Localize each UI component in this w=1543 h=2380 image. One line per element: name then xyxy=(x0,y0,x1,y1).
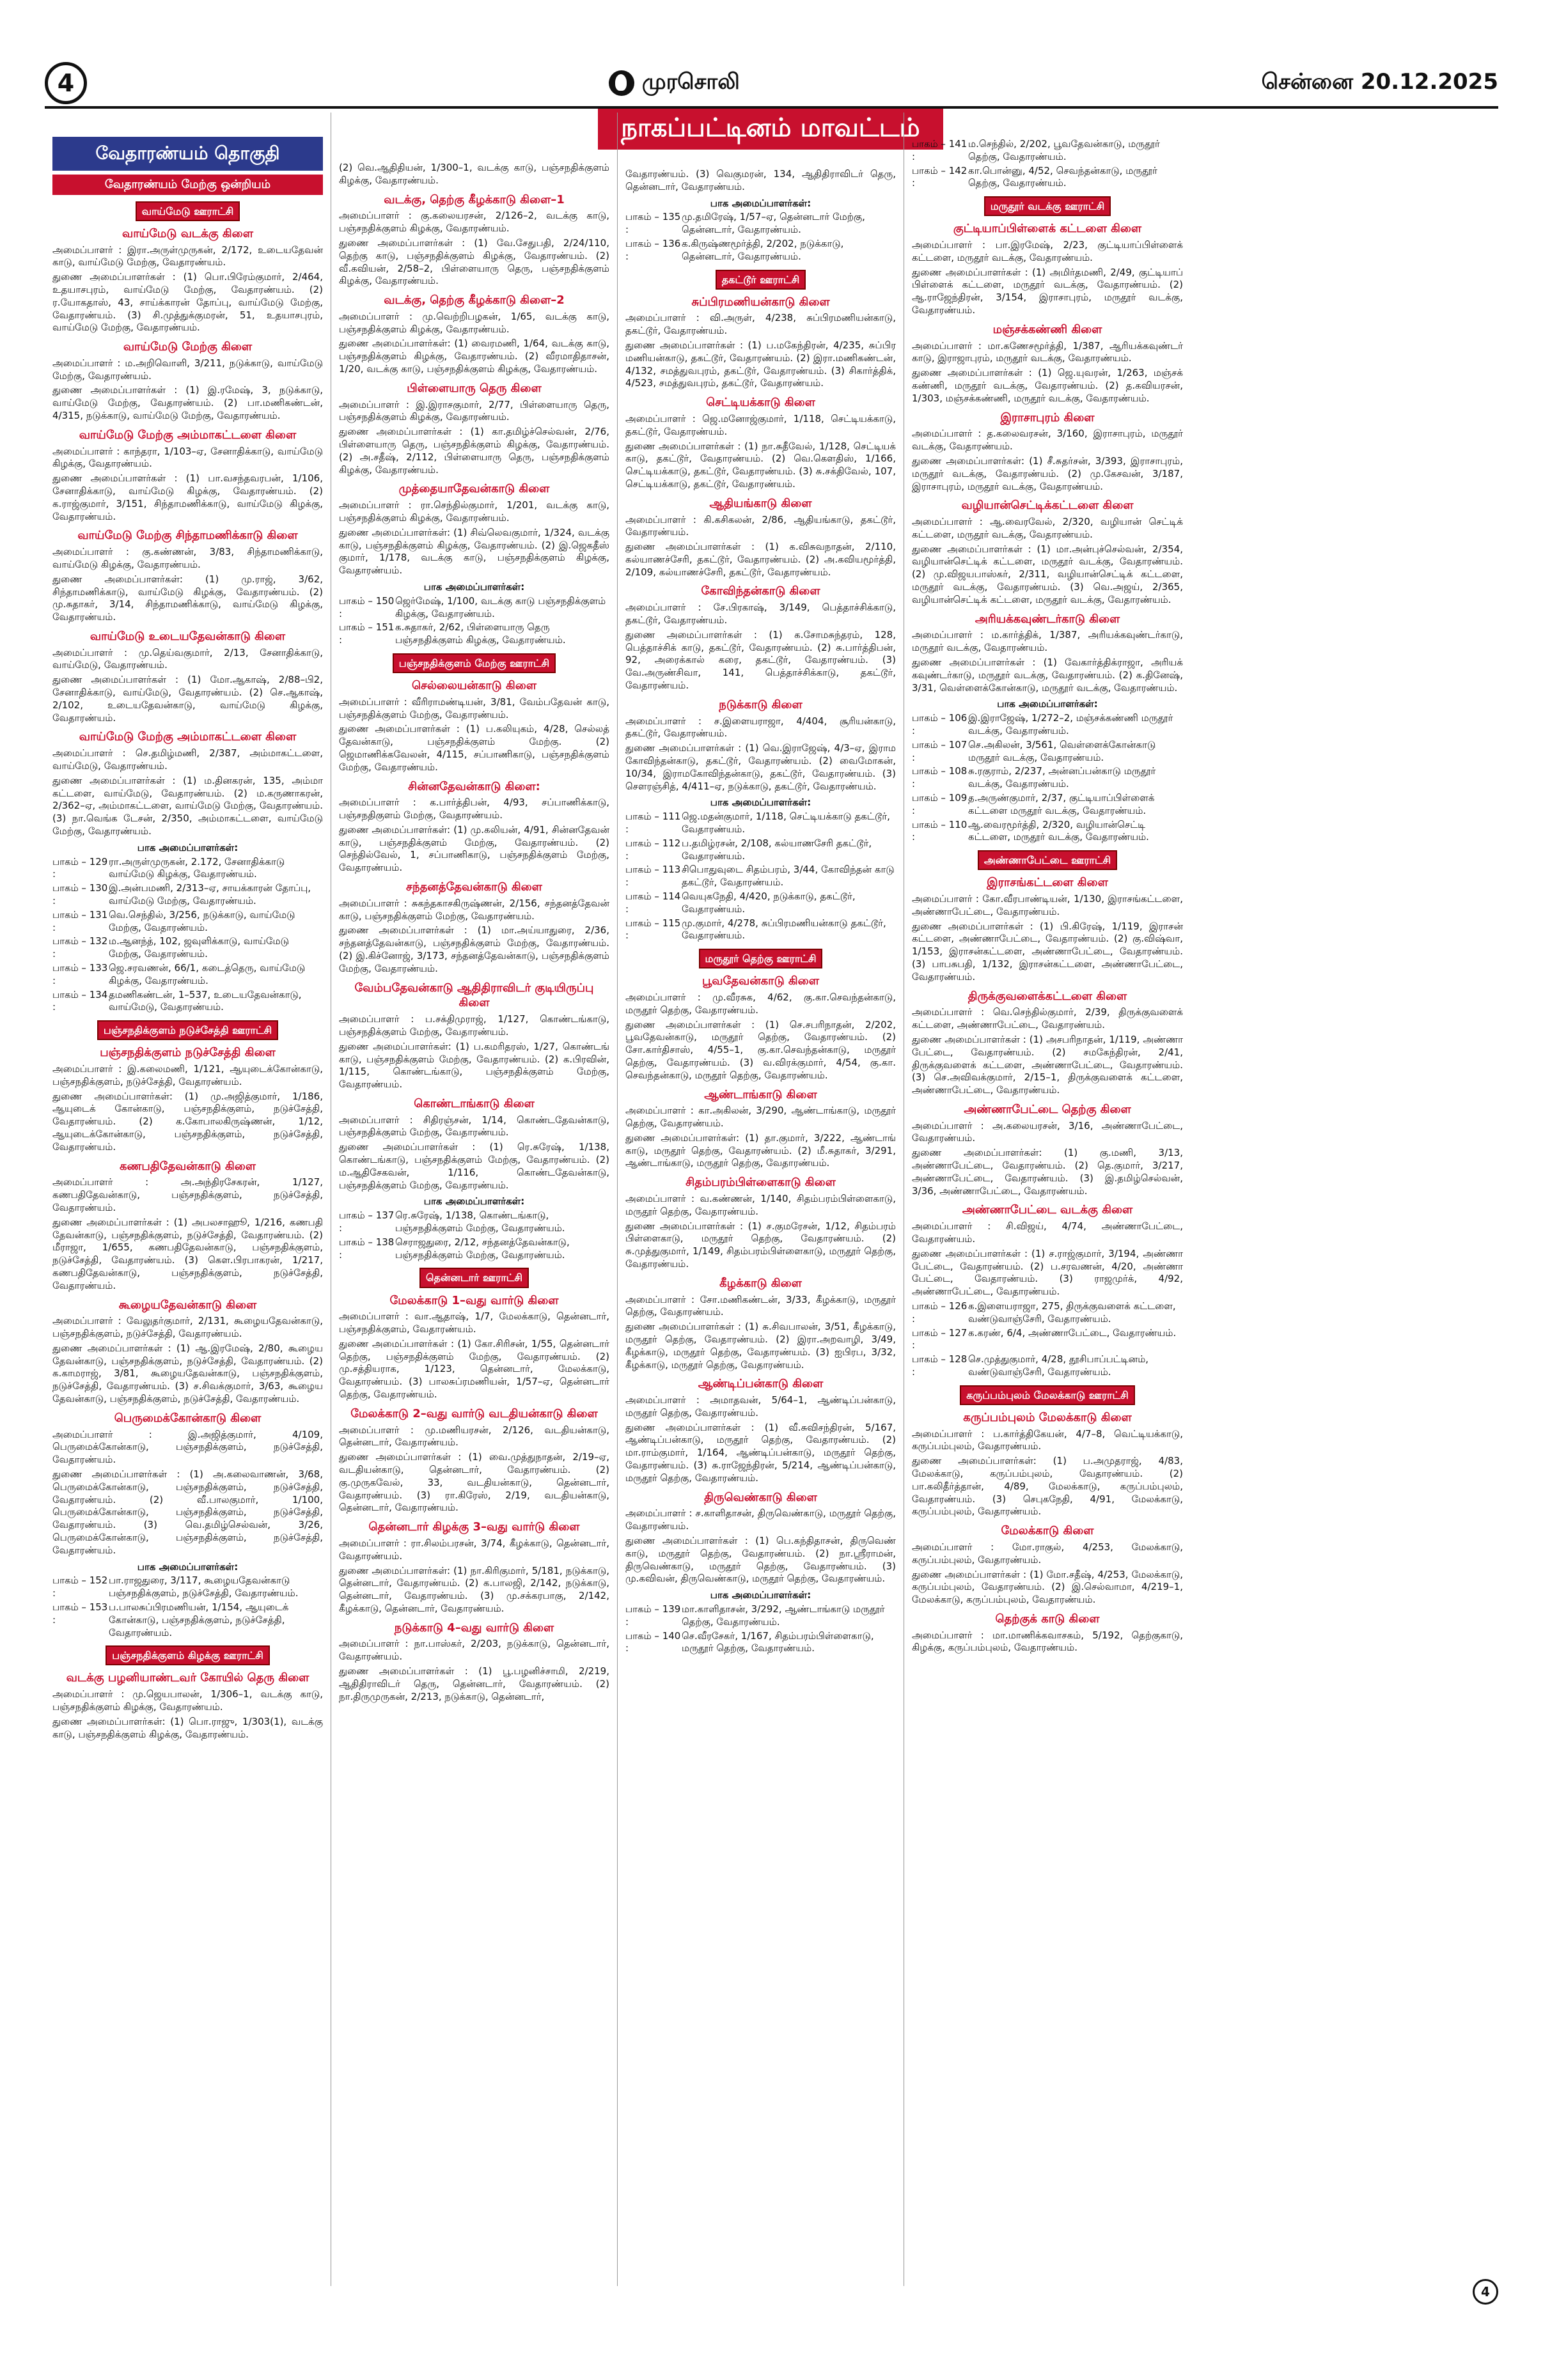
deputy-organisers-entry: துணை அமைப்பாளர்கள் : (1) மா.அய்யாதுரை, 2/36, சந்தனத்தேவன்காடு, பஞ்சநதிக்குளம் மேற்கு, வேதாரண்யம். (2) இ.கிச்னோஜ், 3/173, சந்தனத்தேவன்காடு, பஞ்சநதிக்குளம் மேற்கு, வேதாரண்யம். xyxy=(339,924,609,974)
organiser-entry: அமைப்பாளர் : க.பார்த்திபன், 4/93, சப்பாணிக்காடு, பஞ்சநதிகுளம் மேற்கு, வேதாரண்யம். xyxy=(339,797,609,821)
booth-row xyxy=(912,792,1183,818)
panchayat-heading: மருதூர் தெற்கு ஊராட்சி xyxy=(699,949,823,968)
booth-organiser: பா.ராஜதுரை, 3/117, கூழையதேவன்காடு பஞ்சநதிக்குளம், நடுச்சேத்தி, வேதாரண்யம். xyxy=(109,1575,299,1599)
booth-row xyxy=(625,891,896,916)
deputy-organisers-entry: துணை அமைப்பாளர்கள் : (1) கோ.சிரிசன், 1/55, தென்னடார் தெற்கு, பஞ்சநதிக்குளம் மேற்கு, வேதாரண்யம். (2) மு.சத்தியராக, 1/123, தென்னடார், மேலக்காடு, வேதாரண்யம். (3) பாலசுப்ரமணியன், 1/57–ஏ, தென்னடார் தெற்கு, வேதாரண்யம். xyxy=(339,1337,609,1401)
organiser-entry: அமைப்பாளர் : மா.மாணிக்கவாசகம், 5/192, தெற்குகாடு, கிழக்கு, கருப்பம்புலம், வேதாரண்யம். xyxy=(912,1629,1183,1654)
panchayat-heading: மருதூர் வடக்கு ஊராட்சி xyxy=(984,196,1111,216)
column-4 xyxy=(904,113,1191,2286)
deputy-organisers-entry: துணை அமைப்பாளர்கள் : (1) க.விசுவநாதன், 2/110, கல்யாணச்சேரி, தகட்டூர், வேதாரண்யம். (2) அ.கவியமூர்த்தி, 2/109, கல்யாணச்சேரி, தகட்டூர், வேதாரண்யம். xyxy=(625,541,896,578)
district-banner: நாகப்பட்டினம் மாவட்டம் xyxy=(598,109,943,150)
booth-code: பாகம் – 141 : xyxy=(912,138,967,162)
branch-heading: இராசாபுரம் கிளை xyxy=(1000,410,1095,424)
organiser-entry: அமைப்பாளர் : சி.விஜய், 4/74, அண்ணாபேட்டை, வேதாரண்யம். xyxy=(912,1220,1183,1245)
deputy-organisers-entry: துணை அமைப்பாளர்கள் : (1) பூ.பழனிச்சாமி, 2/219, ஆதிதிராவிடர் தெரு, தென்னடார், வேதாரண்யம். (2) நா.திருமுருகன், 2/213, நடுக்காடு, தென்னடார், xyxy=(339,1665,609,1702)
booth-organiser: கா.பொன்னு, 4/52, செவந்தன்காடு, மருதூர் தெற்கு, வேதாரண்யம். xyxy=(968,164,1157,189)
branch-heading: அண்ணாபேட்டை தெற்கு கிளை xyxy=(964,1102,1131,1116)
deputy-organisers-entry: துணை அமைப்பாளர்கள்: (1) கு.மணி, 3/13, அண்ணாபேட்டை, வேதாரண்யம். (2) தெ.குமார், 3/217, அண்ணாபேட்டை, வேதாரண்யம். (3) இ.தமிழ்செல்வன், 3/36, அண்ணாபேட்டை, வேதாரண்யம். xyxy=(912,1147,1183,1197)
organiser-entry: அமைப்பாளர் : வி.அருள், 4/238, சுப்பிரமணியன்காடு, தகட்டூர், வேதாரண்யம். xyxy=(625,312,896,337)
branch-heading: மேலக்காடு 1–வது வார்டு கிளை xyxy=(389,1293,559,1307)
deputy-organisers-entry: துணை அமைப்பாளர்கள் : (1) அபலசாஹூ, 1/216, கணபதி தேவன்காடு, பஞ்சநதிக்குளம், நடுச்சேத்தி, வேதாரண்யம். (2) மீராஜா, 1/655, கணபதிதேவன்காடு, பஞ்சநதிக்குளம், நடுச்சேத்தி, வேதாரண்யம். (3) கௌ.பிரபாகரன், 1/217, கணபதிதேவன்காடு, பஞ்சநதிக்குளம், நடுச்சேத்தி, வேதாரண்யம். xyxy=(52,1216,323,1291)
booth-code: பாகம் – 112 : xyxy=(625,837,681,862)
booth-row xyxy=(52,909,323,935)
branch-heading: பிள்ளையாரு தெரு கிளை xyxy=(407,381,542,395)
deputy-organisers-entry: துணை அமைப்பாளர்கள்: (1) ப.கமரிதரஸ், 1/27, கொண்டங் காடு, பஞ்சநதிக்குளம் மேற்கு, வேதாரண்யம். (2) க.பிரவின், 1/115, கொண்டங்காடு, பஞ்சநதிக்குளம் மேற்கு, வேதாரண்யம். xyxy=(339,1040,609,1091)
booth-row xyxy=(52,962,323,988)
branch-heading: வாய்மேடு மேற்கு கிளை xyxy=(123,340,253,354)
booth-code: பாகம் – 150 : xyxy=(339,595,395,619)
booth-row xyxy=(625,1630,896,1656)
continued-entry: வேதாரண்யம். (3) வெகுமரன், 134, ஆதிதிராவிடர் தெரு, தென்னடார், வேதாரண்யம். xyxy=(625,168,896,192)
organiser-entry: அமைப்பாளர் : கோ.வீரபாண்டியன், 1/130, இராசங்கட்டளை, அண்ணாபேட்டை, வேதாரண்யம். xyxy=(912,892,1183,917)
branch-heading: சின்னதேவன்காடு கிளை: xyxy=(408,779,540,793)
organiser-entry: அமைப்பாளர் : இ.இராசகுமார், 2/77, பிள்ளையாரு தெரு, பஞ்சநதிக்குளம் கிழக்கு, வேதாரண்யம். xyxy=(339,398,609,423)
organiser-entry: அமைப்பாளர் : மு.ஜெயபாலன், 1/306–1, வடக்கு காடு, பஞ்சநதிக்குளம் கிழக்கு, வேதாரண்யம். xyxy=(52,1688,323,1713)
deputy-organisers-entry: துணை அமைப்பாளர்கள் : (1) பொ.பிரேம்குமார், 2/464, உதயாசபுரம், வாய்மேடு மேற்கு, வேதாரண்யம். (2) ர.யோகதாஸ், 43, சாய்க்காரன் தோப்பு, வாய்மேடு மேற்கு, வேதாரண்யம். (3) சி.முத்துக்குமரன், 51, உதயாசபுரம், வாய்மேடு மேற்கு, வேதாரண்யம். xyxy=(52,271,323,334)
deputy-organisers-entry: துணை அமைப்பாளர்கள்: (1) வைரமணி, 1/64, வடக்கு காடு, பஞ்சநதிக்குளம் கிழக்கு, வேதாரண்யம். (2) வீரமாதிதாசன், 1/20, வடக்கு காடு, பஞ்சநதிக்குளம் கிழக்கு, வேதாரண்யம். xyxy=(339,338,609,375)
organiser-entry: அமைப்பாளர் : ப.கார்த்திகேயன், 4/7–8, வெட்டியக்காடு, கருப்பம்புலம், வேதாரண்யம். xyxy=(912,1427,1183,1452)
booth-row xyxy=(339,1209,609,1235)
booth-code: பாகம் – 108 : xyxy=(912,765,967,790)
booth-code: பாகம் – 140 : xyxy=(625,1629,681,1654)
booth-code: பாகம் – 151 : xyxy=(339,621,395,646)
booth-code: பாகம் – 134 : xyxy=(52,988,108,1013)
booth-row xyxy=(912,712,1183,738)
branch-heading: வாய்மேடு மேற்கு அம்மாகட்டளை கிளை xyxy=(79,428,297,442)
branch-heading: பெருமைக்கோன்காடு கிளை xyxy=(114,1411,262,1425)
booth-row xyxy=(52,882,323,908)
booth-organiser: செ.முத்துகுமார், 4/28, தூசிபாப்பட்டினம், வண்டுவாஞ்சேரி, வேதாரண்யம். xyxy=(968,1353,1149,1378)
column-1 xyxy=(45,113,331,2286)
branch-heading: ஆண்டிப்பன்காடு கிளை xyxy=(698,1377,824,1391)
dateline: சென்னை 20.12.2025 xyxy=(1261,69,1498,95)
booth-code: பாகம் – 111 : xyxy=(625,811,681,835)
booth-organisers-heading: பாக அமைப்பாளர்கள்: xyxy=(997,698,1098,710)
deputy-organisers-entry: துணை அமைப்பாளர்கள் : (1) வெ.இராஜேஷ், 4/3–ஏ, இராம கோவிந்தன்காடு, தகட்டூர், வேதாரண்யம். (2) வைமோகன், 10/34, இராமகோவிந்தன்காடு, தகட்டூர், வேதாரண்யம். (3) சௌரஞ்சித், 4/411–ஏ, நடுக்காடு, தகட்டூர், வேதாரண்யம். xyxy=(625,742,896,792)
booth-row xyxy=(912,138,1183,164)
deputy-organisers-entry: துணை அமைப்பாளர்கள்: (1) சிவ்லெவகுமார், 1/324, வடக்கு காடு, பஞ்சநதிக்குளம் கிழக்கு, வேதாரண்யம். (2) இ.ஜெகதீஸ் குமார், 1/178, வடக்கு காடு, பஞ்சநதிக்குளம் கிழக்கு, வேதாரண்யம். xyxy=(339,526,609,577)
booth-row xyxy=(625,837,896,863)
organiser-entry: அமைப்பாளர் : ஜெ.மனோஜ்குமார், 1/118, செட்டியக்காடு, தகட்டூர், வேதாரண்யம். xyxy=(625,412,896,437)
booth-organiser: இ.இராஜேஷ், 1/272–2, மஞ்சக்கண்ணி மருதூர் வடக்கு, வேதாரண்யம். xyxy=(968,712,1173,736)
branch-heading: செட்டியக்காடு கிளை xyxy=(706,396,815,410)
booth-organiser: மா.காளிதாசன், 3/292, ஆண்டாங்காடு மருதூர் தெற்கு, வேதாரண்யம். xyxy=(682,1603,885,1628)
branch-heading: கூழையதேவன்காடு கிளை xyxy=(118,1298,257,1312)
booth-code: பாகம் – 128 : xyxy=(912,1353,967,1378)
organiser-entry: அமைப்பாளர் : ம.கார்த்திக், 1/387, அரியக்கவுண்டர்காடு, மருதூர் வடக்கு, வேதாரண்யம். xyxy=(912,629,1183,654)
booth-organiser: க.இளையராஜா, 275, திருக்குவளைக் கட்டளை, வண்டுவாஞ்சேரி, வேதாரண்யம். xyxy=(968,1300,1176,1325)
branch-heading: கொண்டாங்காடு கிளை xyxy=(414,1096,535,1110)
page-number-badge: 4 xyxy=(45,62,87,104)
branch-heading: திருவெண்காடு கிளை xyxy=(704,1490,817,1504)
deputy-organisers-entry: துணை அமைப்பாளர்கள் : (1) அமிர்தமணி, 2/49, குட்டியாப் பிள்ளைக் கட்டளை, மருதூர் வடக்கு, வேதாரண்யம். (2) ஆ.ராஜேந்திரன், 3/154, இராசாபுரம், மருதூர் வடக்கு, வேதாரண்யம். xyxy=(912,266,1183,316)
booth-code: பாகம் – 110 : xyxy=(912,818,967,843)
booth-code: பாகம் – 142 : xyxy=(912,164,967,189)
booth-code: பாகம் – 113 : xyxy=(625,864,681,889)
booth-row xyxy=(52,989,323,1015)
deputy-organisers-entry: துணை அமைப்பாளர்கள்: (1) மு.ராஜ், 3/62, சிந்தாமணிக்காடு, வாய்மேடு கிழக்கு, வேதாரண்யம். (2) மு.சுதாகர், 3/14, சிந்தாமணிக்காடு, வாய்மேடு கிழக்கு, வேதாரண்யம். xyxy=(52,573,323,623)
branch-heading: இராசங்கட்டளை கிளை xyxy=(987,876,1108,890)
booth-code: பாகம் – 137 : xyxy=(339,1209,395,1234)
booth-organiser: வெயுகநேதி, 4/420, நடுக்காடு, தகட்டூர், வேதாரண்யம். xyxy=(682,890,856,915)
booth-code: பாகம் – 114 : xyxy=(625,890,681,915)
deputy-organisers-entry: துணை அமைப்பாளர்கள் : (1) நா.சுதீவேல், 1/128, செட்டியக் காடு, தகட்டூர், வேதாரண்யம். (2) வெ.கௌதிஸ், 1/166, செட்டியக்காடு, தகட்டூர், வேதாரண்யம். (3) சு.சக்திவேல், 107, செட்டியக்காடு, தகட்டூர், வேதாரண்யம். xyxy=(625,440,896,490)
booth-code: பாகம் – 152 : xyxy=(52,1575,108,1599)
booth-organiser: மு.தமிரேஷ், 1/57–ஏ, தென்னடார் மேற்கு, தென்னடார், வேதாரண்யம். xyxy=(682,211,865,236)
booth-row xyxy=(52,856,323,882)
booth-organiser: சிபொதுவுடை சிதம்பரம், 3/44, கோவிந்தன் காடு தகட்டூர், வேதாரண்யம். xyxy=(682,864,895,889)
branch-heading: கணபதிதேவன்காடு கிளை xyxy=(119,1159,256,1173)
organiser-entry: அமைப்பாளர் : ச.காளிதாசன், திருவெண்காடு, மருதூர் தெற்கு, வேதாரண்யம். xyxy=(625,1507,896,1532)
organiser-entry: அமைப்பாளர் : த.கலைவரசன், 3/160, இராசாபுரம், மருதூர் வடக்கு, வேதாரண்யம். xyxy=(912,428,1183,453)
booth-row xyxy=(912,739,1183,765)
organiser-entry: அமைப்பாளர் : மா.கணேசமூர்த்தி, 1/387, ஆரியக்கவுண்டர் காடு, இராஜாபுரம், மருதூர் வடக்கு, வேதாரண்யம். xyxy=(912,339,1183,364)
branch-heading: வாய்மேடு மேற்கு சிந்தாமணிக்காடு கிளை xyxy=(77,529,298,543)
branch-heading: அரியக்கவுண்டர்காடு கிளை xyxy=(975,612,1120,626)
booth-organisers-heading: பாக அமைப்பாளர்கள்: xyxy=(137,1560,239,1573)
organiser-entry: அமைப்பாளர் : ப.சக்திமுராஜ், 1/127, கொண்டங்காடு, பஞ்சநதிக்குளம் மேற்கு, வேதாரண்யம். xyxy=(339,1013,609,1038)
branch-heading: ஆதியங்காடு கிளை xyxy=(709,496,812,510)
booth-code: பாகம் – 153 : xyxy=(52,1601,108,1626)
booth-code: பாகம் – 133 : xyxy=(52,961,108,986)
booth-row xyxy=(52,935,323,961)
organiser-entry: அமைப்பாளர் : நா.பாஸ்கர், 2/203, நடுக்காடு, தென்னடார், வேதாரண்யம். xyxy=(339,1638,609,1663)
booth-organisers-heading: பாக அமைப்பாளர்கள்: xyxy=(423,580,525,593)
booth-organiser: த.அருண்குமார், 2/37, குட்டியாப்பிள்ளைக் கட்டளை மருதூர் வடக்கு, வேதாரண்யம். xyxy=(968,791,1155,816)
booth-row xyxy=(339,621,609,647)
booth-code: பாகம் – 106 : xyxy=(912,712,967,736)
organiser-entry: அமைப்பாளர் : மு.தெய்வகுமார், 2/13, சேனாதிக்காடு, வாய்மேடு, வேதாரண்யம். xyxy=(52,646,323,671)
deputy-organisers-entry: துணை அமைப்பாளர்கள் : (1) வை.முத்துநாதன், 2/19–ஏ, வடதியன்காடு, தென்னடார், வேதாரண்யம். (2) கு.முருகவேல், 33, வடதியன்காடு, தென்னடார், வேதாரண்யம். (3) ரா.கிரேஸ், 2/19, வடதியன்காடு, தென்னடார், வேதாரண்யம். xyxy=(339,1451,609,1514)
booth-code: பாகம் – 135 : xyxy=(625,211,681,236)
booth-list xyxy=(52,856,323,1015)
organiser-entry: அமைப்பாளர் : இரா.அருள்முருகன், 2/172, உடையதேவன் காடு, வாய்மேடு மேற்கு, வேதாரண்யம். xyxy=(52,244,323,268)
booth-row xyxy=(52,1575,323,1600)
branch-heading: சுப்பிரமணியன்காடு கிளை xyxy=(691,295,830,309)
deputy-organisers-entry: துணை அமைப்பாளர்கள் : (1) கா.தமிழ்ச்செல்வன், 2/76, பிள்ளையாரு தெரு, பஞ்சநதிக்குளம் கிழக்கு, வேதாரண்யம். (2) அ.சதீஷ், 2/112, பிள்ளையாரு தெரு, பஞ்சநதிக்குளம் கிழக்கு, வேதாரண்யம். xyxy=(339,426,609,476)
branch-heading: கோவிந்தன்காடு கிளை xyxy=(701,584,820,598)
booth-organiser: வெ.செந்தில், 3/256, நடுக்காடு, வாய்மேடு மேற்கு, வேதாரண்யம். xyxy=(109,908,295,933)
panchayat-heading: அண்ணாபேட்டை ஊராட்சி xyxy=(978,850,1117,870)
deputy-organisers-entry: துணை அமைப்பாளர்கள் : (1) செ.சபரிநாதன், 2/202, பூவதேவன்காடு, மருதூர் தெற்கு, வேதாரண்யம். (2) சோ.கார்திசாஸ், 4/55–1, கு.கா.செவந்தன்காடு, மருதூர் தெற்கு, வேதாரண்யம். (3) வ.விரக்குமார், 4/54, கு.கா. செவந்தன்காடு, மருதூர் தெற்கு, வேதாரண்யம். xyxy=(625,1018,896,1081)
booth-organisers-heading: பாக அமைப்பாளர்கள்: xyxy=(710,197,811,209)
branch-heading: ஆண்டாங்காடு கிளை xyxy=(704,1087,817,1101)
branch-heading: நடுக்காடு 4–வது வார்டு கிளை xyxy=(394,1621,554,1635)
organiser-entry: அமைப்பாளர் : ஆ.வைரவேல், 2/320, வழியான் செட்டிக் கட்டளை, மருதூர் வடக்கு, வேதாரண்யம். xyxy=(912,516,1183,540)
organiser-entry: அமைப்பாளர் : மு.மணியரசன், 2/126, வடதியன்காடு, தென்னடார், வேதாரண்யம். xyxy=(339,1424,609,1449)
deputy-organisers-entry: துணை அமைப்பாளர்கள் : (1) மோ.சதீஷ், 4/253, மேலக்காடு, கருப்பம்புலம், வேதாரண்யம். (2) இ.செல்வாமா, 4/219–1, மேலக்காடு, கருப்பம்புலம், வேதாரண்யம். xyxy=(912,1568,1183,1606)
continued-entry: (2) வெ.ஆதிதியன், 1/300–1, வடக்கு காடு, பஞ்சநதிக்குளம் கிழக்கு, வேதாரண்யம். xyxy=(339,162,609,186)
organiser-entry: அமைப்பாளர் : சிதிரஞ்சன், 1/14, கொண்டதேவன்காடு, பஞ்சநதிக்குளம் மேற்கு, வேதாரண்யம். xyxy=(339,1114,609,1139)
organiser-entry: அமைப்பாளர் : பா.இரமேஷ், 2/23, குட்டியாப்பிள்ளைக் கட்டளை, மருதூர் வடக்கு, வேதாரண்யம். xyxy=(912,239,1183,263)
deputy-organisers-entry: துணை அமைப்பாளர்கள் : (1) மா.அன்புச்செல்வன், 2/354, வழியான்செட்டிக் கட்டளை, மருதூர் வடக்கு, வேதாரண்யம். (2) மு.விஜயபாஸ்கர், 2/311, வழியான்செட்டிக் கட்டளை, மருதூர் வடக்கு, வேதாரண்யம். (3) வெ.அஜய், 2/365, வழியான்செட்டிக் கட்டளை, மருதூர் வடக்கு, வேதாரண்யம். xyxy=(912,543,1183,605)
organiser-entry: அமைப்பாளர் : ரா.சிலம்பரசன், 3/74, கீழக்காடு, தென்னடார், வேதாரண்யம். xyxy=(339,1537,609,1562)
organiser-entry: அமைப்பாளர் : மு.வெற்றிபழகன், 1/65, வடக்கு காடு, பஞ்சநதிக்குளம் கிழக்கு, வேதாரண்யம். xyxy=(339,310,609,335)
booth-row xyxy=(339,1236,609,1262)
deputy-organisers-entry: துணை அமைப்பாளர்கள் : (1) ச.குமரேசன், 1/12, சிதம்பரம் பிள்ளைகாடு, மருதூர் தெற்கு, வேதாரண்யம். (2) சு.முத்துகுமார், 1/149, சிதம்பரம்பிள்ளைகாடு, மருதூர் தெற்கு, வேதாரண்யம். xyxy=(625,1220,896,1270)
deputy-organisers-entry: துணை அமைப்பாளர்கள் : (1) ஜெ.யுவரன், 1/263, மஞ்சக் கண்ணி, மருதூர் வடக்கு, வேதாரண்யம். (2) த.கவியரசன், 1/303, மஞ்சக்கண்ணி, மருதூர் வடக்கு, வேதாரண்யம். xyxy=(912,367,1183,404)
booth-row xyxy=(625,238,896,263)
booth-code: பாகம் – 130 : xyxy=(52,882,108,906)
booth-code: பாகம் – 131 : xyxy=(52,908,108,933)
deputy-organisers-entry: துணை அமைப்பாளர்கள் : (1) இ.ரமேஷ், 3, நடுக்காடு, வாய்மேடு மேற்கு, வேதாரண்யம். (2) பா.மணிகண்டன், 4/315, நடுக்காடு, வாய்மேடு மேற்கு, வேதாரண்யம். xyxy=(52,384,323,422)
deputy-organisers-entry: துணை அமைப்பாளர்கள் : (1) வீ.சுவிசந்திரன், 5/167, ஆண்டிப்பன்காடு, மருதூர் தெற்கு, வேதாரண்யம். (2) மா.ராம்குமார், 1/164, ஆண்டிப்பன்காடு, மருதூர் தெற்கு, வேதாரண்யம். (3) சு.ராஜேந்திரன், 5/214, ஆண்டிப்பன்காடு, மருதூர் தெற்கு, வேதாரண்யம். xyxy=(625,1421,896,1484)
organiser-entry: அமைப்பாளர் : வீரிராமண்டியன், 3/81, வேம்பதேவன் காடு, பஞ்சநதிக்குளம் மேற்கு, வேதாரண்யம். xyxy=(339,696,609,720)
union-heading: வேதாரண்யம் மேற்கு ஒன்றியம் xyxy=(52,175,323,195)
branch-heading: தெற்குக் காடு கிளை xyxy=(995,1612,1100,1626)
booth-code: பாகம் – 109 : xyxy=(912,791,967,816)
branch-heading: வாய்மேடு வடக்கு கிளை xyxy=(122,226,253,240)
column-2 xyxy=(331,113,618,2286)
masthead xyxy=(45,64,1498,102)
booth-organiser: க.கரண், 6/4, அண்ணாபேட்டை, வேதாரண்யம். xyxy=(968,1326,1177,1339)
booth-code: பாகம் – 139 : xyxy=(625,1603,681,1628)
booth-row xyxy=(625,211,896,237)
panchayat-heading: பஞ்சநதிக்குளம் கிழக்கு ஊராட்சி xyxy=(106,1645,270,1665)
organiser-entry: அமைப்பாளர் : சே.பிரகாஷ், 3/149, பெத்தாச்சிக்காடு, தகட்டூர், வேதாரண்யம். xyxy=(625,602,896,626)
deputy-organisers-entry: துணை அமைப்பாளர்கள்: (1) மு.அஜித்குமார், 1/186, ஆயுடைக் கோன்காடு, பஞ்சநதிக்குளம், நடுச்சேத்தி, வேதாரண்யம். (2) க.கோபாலகிருஷ்ணன், 1/12, ஆயுடைக்கோன்காடு, பஞ்சநதிக்குளம், நடுச்சேத்தி, வேதாரண்யம். xyxy=(52,1090,323,1153)
booth-organiser: செராஜதுரை, 2/12, சந்தனத்தேவன்காடு, பஞ்சநதிக்குளம் மேற்கு, வேதாரண்யம். xyxy=(395,1236,570,1261)
organiser-entry: அமைப்பாளர் : ரா.செந்தில்குமார், 1/201, வடக்கு காடு, பஞ்சநதிக்குளம் கிழக்கு, வேதாரண்யம். xyxy=(339,499,609,524)
branch-heading: வடக்கு, தெற்கு கீழக்காடு கிளை–1 xyxy=(384,192,565,206)
brand-logo-icon xyxy=(609,70,634,96)
branch-heading: வேம்பதேவன்காடு ஆதிதிராவிடர் குடியிருப்பு கிளை xyxy=(354,981,594,1010)
booth-row xyxy=(625,917,896,943)
branch-heading: கருப்பம்புலம் மேலக்காடு கிளை xyxy=(963,1410,1132,1424)
booth-row xyxy=(625,864,896,889)
branch-heading: திருக்குவளைக்கட்டளை கிளை xyxy=(967,989,1127,1003)
booth-organiser: மு.குமார், 4/278, சுப்பிரமணியன்காடு தகட்டூர், வேதாரண்யம். xyxy=(682,917,886,942)
booth-organisers-heading: பாக அமைப்பாளர்கள்: xyxy=(710,797,811,809)
booth-organiser: செ.வீரசேகர், 1/167, சிதம்பரம்பிள்ளைகாடு, மருதூர் தெற்கு, வேதாரண்யம். xyxy=(682,1629,874,1654)
panchayat-heading: தென்னடார் ஊராட்சி xyxy=(419,1268,529,1287)
booth-organiser: இ.அன்பமணி, 2/313–ஏ, சாயக்காரன் தோப்பு, வாய்மேடு மேற்கு, வேதாரண்யம். xyxy=(109,882,311,906)
panchayat-heading: தகட்டூர் ஊராட்சி xyxy=(716,270,806,290)
branch-heading: வாய்மேடு உடையதேவன்காடு கிளை xyxy=(90,629,286,643)
organiser-entry: அமைப்பாளர் : வேலுதர்குமார், 2/131, கூழையதேவன்காடு, பஞ்சநதிக்குளம், நடுச்சேத்தி, வேதாரண்யம். xyxy=(52,1315,323,1340)
deputy-organisers-entry: துணை அமைப்பாளர்கள் : (1) ப.மகேந்திரன், 4/235, சுப்பிர மணியன்காடு, தகட்டூர், வேதாரண்யம். (2) இரா.மணிகண்டன், 4/132, சமத்துவபுரம், தகட்டூர், வேதாரண்யம். (3) சிகார்த்திக், 4/523, சமத்துவபுரம், தகட்டூர், வேதாரண்யம். xyxy=(625,339,896,389)
booth-organiser: ரா.அருள்முருகன், 2.172, சேனாதிக்காடு வாய்மேடு கிழக்கு, வேதாரண்யம். xyxy=(109,855,285,880)
branch-heading: நடுக்காடு கிளை xyxy=(719,697,803,712)
deputy-organisers-entry: துணை அமைப்பாளர்கள்: (1) நா.கிரிகுமார், 5/181, நடுக்காடு, தென்னடார், வேதாரண்யம். (2) க.பாலஜி, 2/142, நடுக்காடு, தென்னடார், வேதாரண்யம். (3) மு.சக்கரபாகு, 2/142, கீழக்காடு, தென்னடார், வேதாரண்யம். xyxy=(339,1564,609,1614)
organiser-entry: அமைப்பாளர் : சுகந்தகாசகிருஷ்ணன், 2/156, சந்தனத்தேவன் காடு, பஞ்சநதிக்குளம் மேற்கு, வேதாரண்யம். xyxy=(339,897,609,922)
booth-row xyxy=(912,1353,1183,1379)
deputy-organisers-entry: துணை அமைப்பாளர்கள்: (1) மு.கலியன், 4/91, சின்னதேவன் காடு, பஞ்சநதிக்குளம் மேற்கு, வேதாரண்யம். (2) செந்தில்வேல், 1, சப்பாணிகாடு, பஞ்சநதிக்குளம் மேற்கு, வேதாரண்யம். xyxy=(339,823,609,874)
footer-page-number: 4 xyxy=(1473,2279,1498,2305)
panchayat-heading: பஞ்சநதிக்குளம் நடுச்சேத்தி ஊராட்சி xyxy=(97,1020,278,1040)
booth-organiser: ப.தமிழ்ரசன், 2/108, கல்யாணசேரி தகட்டூர், வேதாரண்யம். xyxy=(682,837,872,862)
organiser-entry: அமைப்பாளர் : மோ.ராகுல், 4/253, மேலக்காடு, கருப்பம்புலம், வேதாரண்யம். xyxy=(912,1541,1183,1566)
booth-organiser: க.கிருஷ்ணமூர்த்தி, 2/202, நடுக்காடு, தென்னடார், வேதாரண்யம். xyxy=(682,237,844,262)
organiser-entry: அமைப்பாளர் : வா.ஆதாஷ், 1/7, மேலக்காடு, தென்னடார், பஞ்சநதிக்குளம், வேதாரண்யம். xyxy=(339,1311,609,1335)
branch-heading: சந்தனத்தேவன்காடு கிளை xyxy=(406,880,542,894)
deputy-organisers-entry: துணை அமைப்பாளர்கள் : (1) அ.கலைவாணன், 3/68, பெருமைக்கோன்காடு, பஞ்சநதிக்குளம், நடுச்சேத்தி, வேதாரண்யம். (2) வீ.பாலகுமார், 1/100, பெருமைக்கோன்காடு, பஞ்சநதிக்குளம், நடுச்சேத்தி, வேதாரண்யம். (3) வெ.தமிழ்செல்வன், 3/26, பெருமைக்கோன்காடு, பஞ்சநதிக்குளம், நடுச்சேத்தி, வேதாரண்யம். xyxy=(52,1468,323,1556)
deputy-organisers-entry: துணை அமைப்பாளர்கள் : (1) க.சோமசுந்தரம், 128, பெத்தாச்சிக் காடு, தகட்டூர், வேதாரண்யம். (2) சு.பார்த்திபன், 92, அரைக்கால் கரை, தகட்டூர், வேதாரண்யம். (3) வே.அருண்சிவா, 141, பெத்தாச்சிக்காடு, தகட்டூர், வேதாரண்யம். xyxy=(625,628,896,692)
booth-organiser: க.சுதாகர், 2/62, பிள்ளையாரு தெரு பஞ்சநதிக்குளம் கிழக்கு, வேதாரண்யம். xyxy=(395,621,566,646)
organiser-entry: அமைப்பாளர் : காந்தரா, 1/103–ஏ, சேனாதிக்காடு, வாய்மேடு கிழக்கு, வேதாரண்யம். xyxy=(52,445,323,470)
organiser-entry: அமைப்பாளர் : ம.அறிவொளி, 3/211, நடுக்காடு, வாய்மேடு மேற்கு, வேதாரண்யம். xyxy=(52,357,323,382)
deputy-organisers-entry: துணை அமைப்பாளர்கள்: (1) சீ.சுதர்சன், 3/393, இராசாபுரம், மருதூர் வடக்கு, வேதாரண்யம். (2) மு.கேசவன், 3/187, இராசாபுரம், மருதூர் வடக்கு, வேதாரண்யம். xyxy=(912,455,1183,492)
organiser-entry: அமைப்பாளர் : சோ.மணிகண்டன், 3/33, கீழக்காடு, மருதூர் தெற்கு, வேதாரண்யம். xyxy=(625,1293,896,1318)
deputy-organisers-entry: துணை அமைப்பாளர்கள் : (1) பெ.கந்திதாசன், திருவெண் காடு, மருதூர் தெற்கு, வேதாரண்யம். (2) நா.ஸ்ரீராமன், திருவெண்காடு, மருதூர் தெற்கு, வேதாரண்யம். (3) மு.கவிவன், திருவெண்காடு, மருதூர் தெற்கு, வேதாரண்யம். xyxy=(625,1535,896,1585)
branch-heading: வடக்கு பழனியாண்டவர் கோயில் தெரு கிளை xyxy=(66,1671,309,1685)
booth-row xyxy=(625,1603,896,1629)
booth-row xyxy=(912,165,1183,191)
booth-code: பாகம் – 127 : xyxy=(912,1326,967,1351)
organiser-entry: அமைப்பாளர் : ச.இளையராஜா, 4/404, சூரியன்காடு, தகட்டூர், வேதாரண்யம். xyxy=(625,715,896,740)
deputy-organisers-entry: துணை அமைப்பாளர்கள்: (1) தா.குமார், 3/222, ஆண்டாங் காடு, மருதூர் தெற்கு, வேதாரண்யம். (2) மீ.சுதாகர், 3/291, ஆண்டாங்காடு, மருதூர் தெற்கு, வேதாரண்யம். xyxy=(625,1132,896,1169)
column-3 xyxy=(618,113,904,2286)
booth-organiser: ப.பாலசுப்பிரமணியன், 1/154, ஆயுடைக் கோன்காடு, பஞ்சநதிக்குளம், நடுச்சேத்தி, வேதாரண்யம். xyxy=(109,1601,289,1638)
booth-organiser: ஜெ.மதன்குமார், 1/118, செட்டியக்காடு தகட்டூர், வேதாரண்யம். xyxy=(682,811,890,835)
booth-organiser: ஜெ.சரவணன், 66/1, கடைத்தெரு, வாய்மேடு கிழக்கு, வேதாரண்யம். xyxy=(109,961,306,986)
organiser-entry: அமைப்பாளர் : மு.வீரசுக, 4/62, கு.கா.செவந்தன்காடு, மருதூர் தெற்கு, வேதாரண்யம். xyxy=(625,991,896,1016)
constituency-title: வேதாரண்யம் தொகுதி xyxy=(52,137,323,171)
booth-organiser: ம.செந்தில், 2/202, பூவதேவன்காடு, மருதூர் தெற்கு, வேதாரண்யம். xyxy=(968,138,1160,162)
organiser-entry: அமைப்பாளர் : கி.கசிகலன், 2/86, ஆதியங்காடு, தகட்டூர், வேதாரண்யம். xyxy=(625,513,896,538)
booth-organiser: ம.ஆனந்த், 102, ஜவுளிக்காடு, வாய்மேடு மேற்கு, வேதாரண்யம். xyxy=(109,935,290,960)
organiser-entry: அமைப்பாளர் : இ.அஜித்குமார், 4/109, பெருமைக்கோன்காடு, பஞ்சநதிக்குளம், நடுச்சேத்தி, வேதாரண்யம். xyxy=(52,1428,323,1466)
organiser-entry: அமைப்பாளர் : கு.கலையரசன், 2/126–2, வடக்கு காடு, பஞ்சநதிக்குளம் கிழக்கு, வேதாரண்யம். xyxy=(339,210,609,235)
deputy-organisers-entry: துணை அமைப்பாளர்கள் : (1) வேகார்த்திக்ராஜா, அரியக் கவுண்டர்காடு, மருதூர் வடக்கு, வேதாரண்யம். (2) க.தினேஷ், 3/31, வெள்ளைக்கோன்காடு, மருதூர் வடக்கு, வேதாரண்யம். xyxy=(912,656,1183,694)
booth-organiser: செ.அகிலன், 3/561, வெள்ளைக்கோன்காடு மருதூர் வடக்கு, வேதாரண்யம். xyxy=(968,738,1156,763)
panchayat-heading: வாய்மேடு ஊராட்சி xyxy=(136,201,240,221)
deputy-organisers-entry: துணை அமைப்பாளர்கள் : (1) அசபரிநாதன், 1/119, அண்ணா பேட்டை, வேதாரண்யம். (2) சமகேந்திரன், 2/41, திருக்குவளைக் கட்டளை, அண்ணாபேட்டை, வேதாரண்யம். (3) செ.அவிவக்குமார், 2/15–1, திருக்குவளைக் கட்டளை, அண்ணாபேட்டை, வேதாரண்யம். xyxy=(912,1033,1183,1096)
organiser-entry: அமைப்பாளர் : வ.கண்ணன், 1/140, சிதம்பரம்பிள்ளைகாடு, மருதூர் தெற்கு, வேதாரண்யம். xyxy=(625,1193,896,1217)
branch-heading: தென்னடார் கிழக்கு 3–வது வார்டு கிளை xyxy=(368,1520,580,1534)
deputy-organisers-entry: துணை அமைப்பாளர்கள்: (1) ப.அமுதராஜ், 4/83, மேலக்காடு, கருப்பம்புலம், வேதாரண்யம். (2) பா.கலிதீர்த்தான், 4/89, மேலக்காடு, கருப்பம்புலம், வேதாரண்யம். (3) செபுகநேதி, 4/91, மேலக்காடு, கருப்பம்புலம், வேதாரண்யம். xyxy=(912,1455,1183,1518)
booth-row xyxy=(912,819,1183,844)
deputy-organisers-entry: துணை அமைப்பாளர்கள் : (1) பா.வசந்தவரபன், 1/106, சேனாதிக்காடு, வாய்மேடு கிழக்கு, வேதாரண்யம். (2) க.ராஜ்குமார், 3/151, சிந்தாமணிக்காடு, வாய்மேடு கிழக்கு, வேதாரண்யம். xyxy=(52,472,323,522)
booth-organiser: சு.ரகுராம், 2/237, அன்னப்பன்காடு மருதூர் வடக்கு, வேதாரண்யம். xyxy=(968,765,1156,790)
brand xyxy=(609,69,740,97)
organiser-entry: அமைப்பாளர் : அமாதவன், 5/64–1, ஆண்டிப்பன்காடு, மருதூர் தெற்கு, வேதாரண்யம். xyxy=(625,1394,896,1419)
booth-row xyxy=(625,811,896,836)
organiser-entry: அமைப்பாளர் : செ.தமிழ்மணி, 2/387, அம்மாகட்டளை, வாய்மேடு, வேதாரண்யம். xyxy=(52,747,323,772)
booth-organisers-heading: பாக அமைப்பாளர்கள்: xyxy=(423,1195,525,1208)
deputy-organisers-entry: துணை அமைப்பாளர்கள் : (1) வே.சேதுபதி, 2/24/110, தெற்கு காடு, பஞ்சநதிக்குளம் கிழக்கு, வேதாரண்யம். (2) வீ.கவியன், 2/58–2, பிள்ளையாரு தெரு, பஞ்சநதிக்குளம் கிழக்கு, வேதாரண்யம். xyxy=(339,237,609,287)
article-grid xyxy=(45,113,1498,2286)
deputy-organisers-entry: துணை அமைப்பாளர்கள் : (1) ஆ.இரமேஷ், 2/80, கூழைய தேவன்காடு, பஞ்சநதிக்குளம், நடுச்சேத்தி, வேதாரண்யம். (2) க.காமராஜ், 3/81, கூழையதேவன்காடு, பஞ்சநதிக்குளம், நடுச்சேத்தி, வேதாரண்யம். (3) ச.சிவக்குமார், 3/63, கூழைய தேவன்காடு, பஞ்சநதிக்குளம், நடுச்சேத்தி, வேதாரண்யம். xyxy=(52,1342,323,1405)
booth-organiser: ரெ.சுரேஷ், 1/138, கொண்டங்காடு, பஞ்சநதிக்குளம் மேற்கு, வேதாரண்யம். xyxy=(395,1209,565,1234)
deputy-organisers-entry: துணை அமைப்பாளர்கள் : (1) மோ.ஆகாஷ், 2/88–பி2, சேனாதிக்காடு, வாய்மேடு, வேதாரண்யம். (2) செ.ஆகாஷ், 2/102, உடையதேவன்காடு, வாய்மேடு கிழக்கு, வேதாரண்யம். xyxy=(52,674,323,724)
organiser-entry: அமைப்பாளர் : அ.அந்திரசேகரன், 1/127, கணபதிதேவன்காடு, பஞ்சநதிக்குளம், நடுச்சேத்தி, வேதாரண்யம். xyxy=(52,1176,323,1213)
branch-heading: குட்டியாப்பிள்ளைக் கட்டளை கிளை xyxy=(953,222,1142,236)
deputy-organisers-entry: துணை அமைப்பாளர்கள் : (1) ப.கலியுகம், 4/28, செல்லத் தேவன்காடு, பஞ்சநதிக்குளம் மேற்கு. (2) ஜெமாணிக்கவேலன், 4/115, சப்பாணிகாடு, பஞ்சநதிக்குளம் மேற்கு, வேதாரண்யம். xyxy=(339,723,609,773)
organiser-entry: அமைப்பாளர் : கா.அகிலன், 3/290, ஆண்டாங்காடு, மருதூர் தெற்கு, வேதாரண்யம். xyxy=(625,1105,896,1130)
deputy-organisers-entry: துணை அமைப்பாளர்கள் : (1) ரெ.சுரேஷ், 1/138, கொண்டங்காடு, பஞ்சநதிக்குளம் மேற்கு, வேதாரண்யம். (2) ம.ஆதிசேகவன், 1/116, கொண்டதேவன்காடு, பஞ்சநதிக்குளம் மேற்கு, வேதாரண்யம். xyxy=(339,1141,609,1191)
booth-code: பாகம் – 138 : xyxy=(339,1236,395,1261)
booth-code: பாகம் – 136 : xyxy=(625,237,681,262)
booth-organisers-heading: பாக அமைப்பாளர்கள்: xyxy=(137,841,239,853)
branch-heading: மஞ்சக்கண்ணி கிளை xyxy=(992,322,1102,336)
branch-heading: அண்ணாபேட்டை வடக்கு கிளை xyxy=(962,1203,1133,1217)
branch-heading: பஞ்சநதிக்குளம் நடுச்சேத்தி கிளை xyxy=(100,1046,276,1060)
panchayat-heading: பஞ்சநதிக்குளம் மேற்கு ஊராட்சி xyxy=(393,653,556,673)
booth-organiser: தமணிகண்டன், 1–537, உடையதேவன்காடு, வாய்மேடு, வேதாரண்யம். xyxy=(109,988,302,1013)
booth-row xyxy=(52,1601,323,1639)
booth-code: பாகம் – 126 : xyxy=(912,1300,967,1325)
brand-name: முரசொலி xyxy=(641,69,740,95)
organiser-entry: அமைப்பாளர் : அ.கலையரசன், 3/16, அண்ணாபேட்டை, வேதாரண்யம். xyxy=(912,1119,1183,1144)
booth-row xyxy=(912,765,1183,791)
branch-heading: வழியான்செட்டிக்கட்டளை கிளை xyxy=(961,499,1134,513)
organiser-entry: அமைப்பாளர் : வெ.செந்தில்குமார், 2/39, திருக்குவளைக் கட்டளை, அண்ணாபேட்டை, வேதாரண்யம். xyxy=(912,1006,1183,1031)
booth-code: பாகம் – 115 : xyxy=(625,917,681,942)
organiser-entry: அமைப்பாளர் : இ.கலைமணி, 1/121, ஆயுடைக்கோன்காடு, பஞ்சநதிக்குளம், நடுச்சேத்தி, வேதாரண்யம். xyxy=(52,1063,323,1087)
booth-row xyxy=(912,1300,1183,1326)
deputy-organisers-entry: துணை அமைப்பாளர்கள் : (1) ச.ராஜ்குமார், 3/194, அண்ணா பேட்டை, வேதாரண்யம். (2) ப.சரவணன், 4/20, அண்ணா பேட்டை, வேதாரண்யம். (3) ராஜமுர்க், 4/92, அண்ணாபேட்டை, வேதாரண்யம். xyxy=(912,1247,1183,1298)
branch-heading: வாய்மேடு மேற்கு அம்மாகட்டளை கிளை xyxy=(79,730,297,744)
booth-code: பாகம் – 129 : xyxy=(52,855,108,880)
branch-heading: செல்லையன்காடு கிளை xyxy=(411,679,537,693)
booth-code: பாகம் – 132 : xyxy=(52,935,108,960)
panchayat-heading: கருப்பம்புலம் மேலக்காடு ஊராட்சி xyxy=(960,1385,1135,1405)
booth-organiser: ஜெர்மேஷ், 1/100, வடக்கு காடு பஞ்சநதிக்குளம் கிழக்கு, வேதாரண்யம். xyxy=(395,595,606,619)
booth-organiser: ஆ.வைரமூர்த்தி, 2/320, வழியான்செட்டி கட்டளை, மருதூர் வடக்கு, வேதாரண்யம். xyxy=(968,818,1149,843)
deputy-organisers-entry: துணை அமைப்பாளர்கள் : (1) சு.சிவபாலன், 3/51, கீழக்காடு, மருதூர் தெற்கு, வேதாரண்யம். (2) இரா.அறவாழி, 3/49, கீழக்காடு, மருதூர் தெற்கு, வேதாரண்யம். (3) ஐபிரப, 3/32, கீழக்காடு, மருதூர் தெற்கு, வேதாரண்யம். xyxy=(625,1321,896,1371)
branch-heading: மேலக்காடு கிளை xyxy=(1001,1524,1094,1538)
deputy-organisers-entry: துணை அமைப்பாளர்கள்: (1) பொ.ராஜு, 1/303(1), வடக்கு காடு, பஞ்சநதிக்குளம் கிழக்கு, வேதாரண்யம். xyxy=(52,1715,323,1740)
booth-code: பாகம் – 107 : xyxy=(912,738,967,763)
branch-heading: முத்தையாதேவன்காடு கிளை xyxy=(398,482,550,496)
branch-heading: கீழக்காடு கிளை xyxy=(719,1276,802,1290)
branch-heading: மேலக்காடு 2–வது வார்டு வடதியன்காடு கிளை xyxy=(350,1406,598,1420)
organiser-entry: அமைப்பாளர் : கு.கண்ணன், 3/83, சிந்தாமணிக்காடு, வாய்மேடு கிழக்கு, வேதாரண்யம். xyxy=(52,546,323,570)
branch-heading: வடக்கு, தெற்கு கீழக்காடு கிளை–2 xyxy=(384,293,565,307)
deputy-organisers-entry: துணை அமைப்பாளர்கள் : (1) பி.கிரேஷ், 1/119, இராசன் கட்டளை, அண்ணாபேட்டை, வேதாரண்யம். (2) கு.விஷ்வா, 1/153, இராசன்கட்டளை, அண்ணாபேட்டை, வேதாரண்யம். (3) பாபசுபதி, 1/132, இராசன்கட்டளை, அண்ணாபேட்டை, வேதாரண்யம். xyxy=(912,920,1183,983)
booth-organisers-heading: பாக அமைப்பாளர்கள்: xyxy=(710,1589,811,1601)
branch-heading: சிதம்பரம்பிள்ளைகாடு கிளை xyxy=(685,1176,836,1190)
booth-row xyxy=(912,1327,1183,1353)
deputy-organisers-entry: துணை அமைப்பாளர்கள் : (1) ம.தினகரன், 135, அம்மா கட்டளை, வாய்மேடு, வேதாரண்யம். (2) ம.கருணாகரன், 2/362–ஏ, அம்மாகட்டளை, வாய்மேடு மேற்கு, வேதாரண்யம். (3) நா.வெங்க டேசன், 2/350, அம்மாகட்டளை, வாய்மேடு மேற்கு, வேதாரண்யம். xyxy=(52,774,323,837)
booth-row xyxy=(339,595,609,621)
branch-heading: பூவதேவன்காடு கிளை xyxy=(702,974,819,988)
